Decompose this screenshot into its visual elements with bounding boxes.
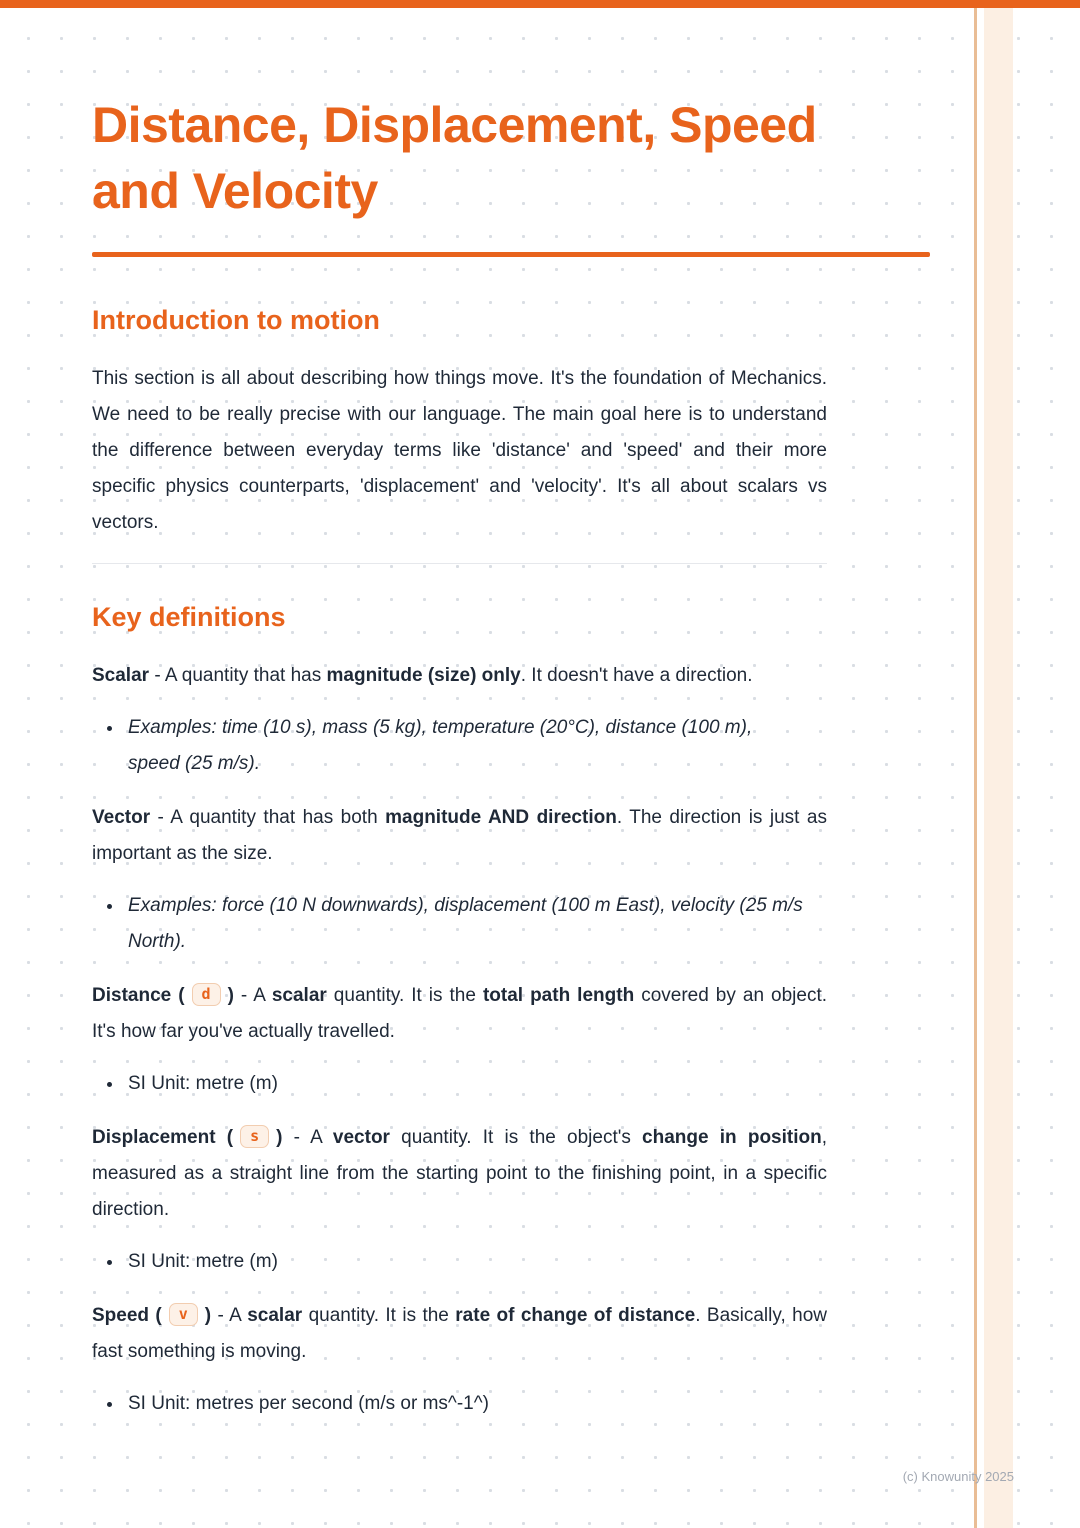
text-segment: Displacement ( — [92, 1127, 234, 1148]
distance-unit-list — [92, 1066, 807, 1102]
text-segment: magnitude (size) only — [326, 665, 521, 686]
text-segment: ) — [204, 1305, 212, 1326]
speed-unit-list — [92, 1386, 807, 1422]
document-content — [92, 8, 930, 1422]
section-divider — [92, 563, 827, 564]
text-segment: scalar — [271, 985, 327, 1006]
text-segment: , measured as a straight line from the starting point to the finishing point, in a specific direction. — [92, 1127, 827, 1220]
text-segment: - A quantity that has both — [150, 807, 386, 828]
top-accent-bar — [0, 0, 1080, 8]
text-segment: - A quantity that has — [149, 665, 327, 686]
intro-paragraph: This section is all about describing how things move. It's the foundation of Mechanics. We need to be really precise with our language. The main goal here is to understand the difference between everyday terms like 'distance' and 'speed' and their more specific physics counterparts, 'displacement' and 'velocity'. It's all about scalars vs vectors. — [92, 368, 827, 533]
section-heading-key-definitions: Key definitions — [92, 602, 286, 632]
text-segment: covered by an object. It's how far you've actually travelled. — [92, 985, 827, 1042]
copyright-watermark: (c) Knowunity 2025 — [902, 1469, 1014, 1484]
scalar-examples-list — [92, 710, 807, 782]
text-segment: Distance ( — [92, 985, 185, 1006]
distance-unit-item: • SI Unit: metre (m) — [124, 1066, 807, 1102]
right-accent-band — [984, 8, 1013, 1528]
symbol-chip: d — [192, 983, 221, 1006]
text-segment: . The direction is just as important as the size. — [92, 807, 827, 864]
text-segment: vector — [332, 1127, 390, 1148]
page-title: Distance, Displacement, Speed and Velocity — [92, 97, 817, 219]
vector-examples-list — [92, 888, 807, 960]
text-segment: . It doesn't have a direction. — [520, 665, 753, 686]
text-segment: - A — [211, 1305, 248, 1326]
speed-unit-item: • SI Unit: metres per second (m/s or ms^-1^) — [124, 1386, 807, 1422]
displacement-unit-list — [92, 1244, 807, 1280]
text-segment: magnitude AND direction — [385, 807, 617, 828]
text-segment: Speed ( — [92, 1305, 162, 1326]
text-segment: scalar — [247, 1305, 303, 1326]
right-accent-line — [974, 8, 977, 1528]
title-underline — [92, 252, 930, 257]
displacement-unit-item: • SI Unit: metre (m) — [124, 1244, 807, 1280]
text-segment: quantity. It is the — [326, 985, 483, 1006]
text-segment: quantity. It is the — [302, 1305, 456, 1326]
text-segment: quantity. It is the object's — [389, 1127, 643, 1148]
symbol-chip: s — [240, 1125, 269, 1148]
text-segment: - A — [233, 985, 272, 1006]
text-segment: Scalar — [92, 665, 150, 686]
definition-displacement — [92, 1120, 827, 1228]
text-segment: rate of change of distance — [455, 1305, 696, 1326]
text-segment: change in position — [642, 1127, 822, 1148]
text-segment: Vector — [92, 807, 151, 828]
symbol-chip: v — [169, 1303, 198, 1326]
text-segment: ) — [227, 985, 234, 1006]
definition-speed — [92, 1298, 827, 1370]
text-segment: . Basically, how fast something is moving. — [92, 1305, 827, 1362]
text-segment: total path length — [482, 985, 635, 1006]
definition-vector — [92, 800, 827, 872]
scalar-examples-item: • Examples: time (10 s), mass (5 kg), temperature (20°C), distance (100 m), speed (25 m/s). — [124, 710, 807, 782]
text-segment: ) — [276, 1127, 283, 1148]
definition-scalar — [92, 658, 827, 694]
vector-examples-item: • Examples: force (10 N downwards), displacement (100 m East), velocity (25 m/s North). — [124, 888, 807, 960]
section-heading-introduction-to-motion: Introduction to motion — [92, 305, 380, 335]
definition-distance — [92, 978, 827, 1050]
text-segment: - A — [282, 1127, 333, 1148]
